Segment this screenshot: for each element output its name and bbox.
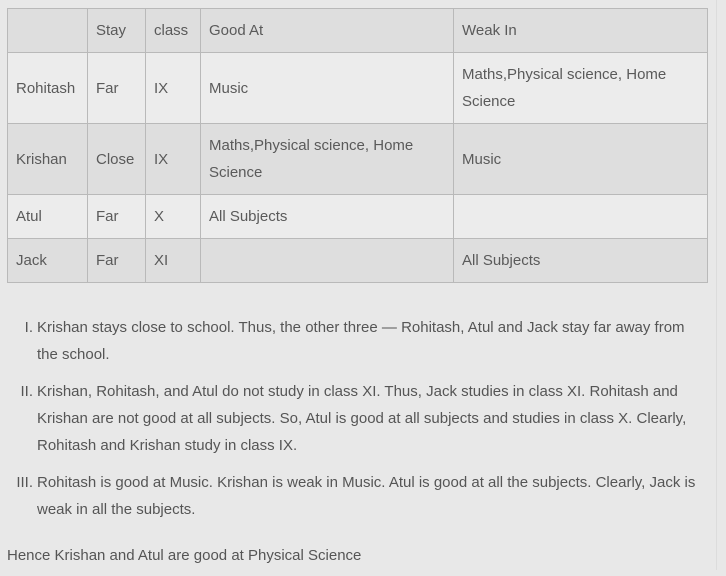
cell-class: IX [146,53,201,124]
header-cell-good-at: Good At [201,9,454,53]
list-item-text: Krishan stays close to school. Thus, the other three — Rohitash, Atul and Jack stay far away from the school. [37,319,685,363]
cell-class: IX [146,124,201,195]
cell-weak-in [454,195,708,239]
cell-good-at [201,239,454,283]
facts-table [7,8,708,283]
header-cell-stay: Stay [88,9,146,53]
cell-name: Krishan [8,124,88,195]
cell-good-at: Music [201,53,454,124]
cell-name: Atul [8,195,88,239]
header-cell-class: class [146,9,201,53]
cell-weak-in: Music [454,124,708,195]
list-item [0,469,706,523]
conclusion-text: Hence Krishan and Atul are good at Physical Science [7,547,362,564]
cell-good-at: All Subjects [201,195,454,239]
cell-stay: Far [88,195,146,239]
table-row-jack [8,239,708,283]
list-item [0,378,706,459]
table-header-row [8,9,708,53]
table-row-rohitash [8,53,708,124]
cell-name: Rohitash [8,53,88,124]
cell-stay: Close [88,124,146,195]
list-item-number: I. [24,319,33,336]
list-item-text: Rohitash is good at Music. Krishan is weak in Music. Atul is good at all the subjects. Clearly, Jack is weak in all the subjects. [37,474,696,518]
list-item [0,314,706,368]
cell-name: Jack [8,239,88,283]
table-row-atul [8,195,708,239]
header-cell-name [8,9,88,53]
cell-good-at: Maths,Physical science, Home Science [201,124,454,195]
cell-stay: Far [88,53,146,124]
cell-class: XI [146,239,201,283]
table-row-krishan [8,124,708,195]
cell-weak-in: All Subjects [454,239,708,283]
list-item-number: III. [16,474,33,491]
list-item-text: Krishan, Rohitash, and Atul do not study in class XI. Thus, Jack studies in class XI. Rohitash and Krishan are not good at all subjects. So, Atul is good at all subjects and studies in class X. Clearly, Rohitash and Krishan study in class IX. [37,383,687,454]
list-item-number: II. [20,383,33,400]
cell-weak-in: Maths,Physical science, Home Science [454,53,708,124]
cell-stay: Far [88,239,146,283]
header-cell-weak-in: Weak In [454,9,708,53]
cell-class: X [146,195,201,239]
reasoning-list [0,314,706,533]
